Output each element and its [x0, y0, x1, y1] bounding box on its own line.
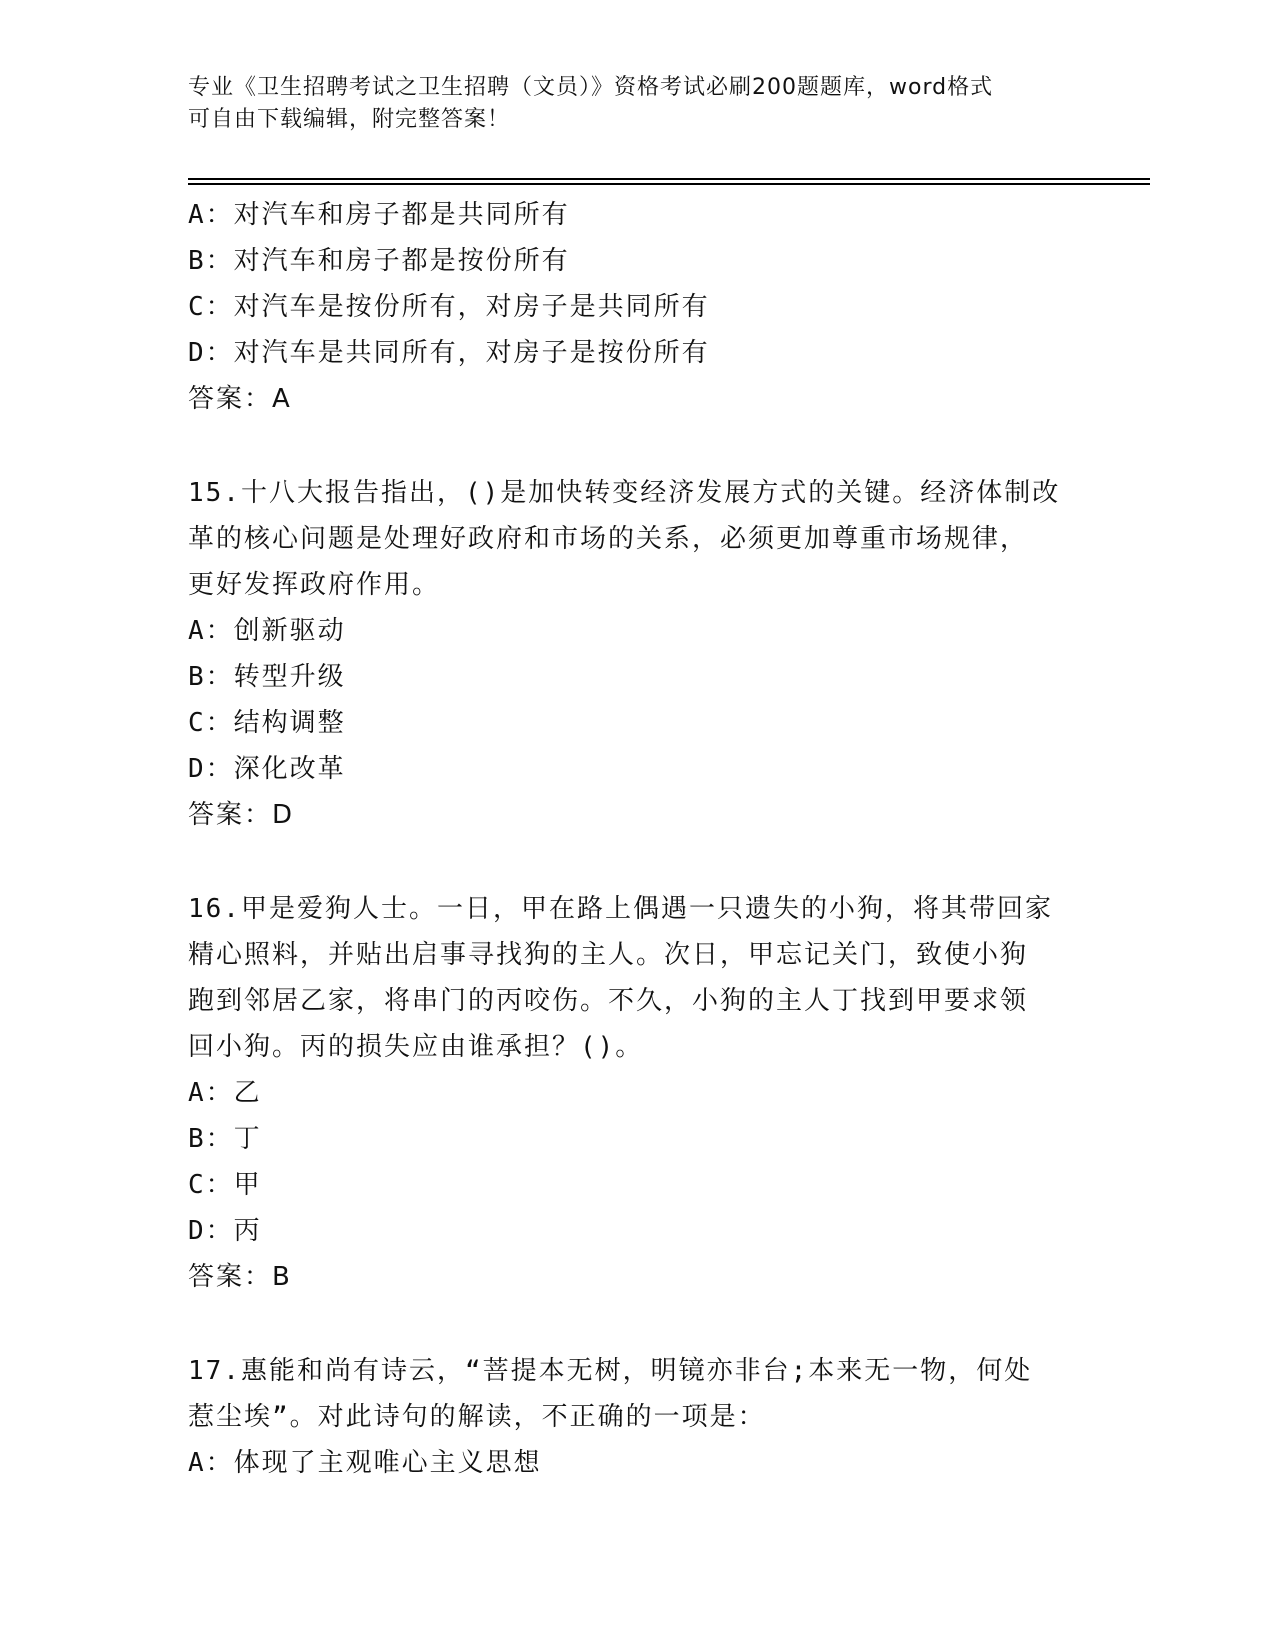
question-stem-line: 回小狗。丙的损失应由谁承担？()。: [188, 1032, 644, 1062]
answer-line: 答案：D: [188, 800, 295, 830]
question-stem-line: 惹尘埃”。对此诗句的解读，不正确的一项是：: [188, 1402, 766, 1432]
question-17: [188, 1348, 1088, 1486]
question-stem-line: 15.十八大报告指出，()是加快转变经济发展方式的关键。经济体制改: [188, 478, 1061, 508]
option-c: C：对汽车是按份所有，对房子是共同所有: [188, 292, 710, 322]
question-15: [188, 470, 1088, 838]
answer-line: 答案：B: [188, 1262, 292, 1292]
option-a: A：创新驱动: [188, 616, 346, 646]
answer-line: 答案：A: [188, 384, 292, 414]
question-stem-line: 17.惠能和尚有诗云，“菩提本无树，明镜亦非台;本来无一物，何处: [188, 1356, 1033, 1386]
option-a: A：乙: [188, 1078, 262, 1108]
header-rule-top: [188, 178, 1150, 180]
spacer: [188, 422, 1088, 470]
header-rule-bottom: [188, 183, 1150, 185]
question-stem-line: 更好发挥政府作用。: [188, 570, 441, 600]
header-line-2: 可自由下载编辑，附完整答案！: [188, 107, 511, 132]
spacer: [188, 1300, 1088, 1348]
option-a: A：体现了主观唯心主义思想: [188, 1448, 542, 1478]
question-stem-line: 革的核心问题是处理好政府和市场的关系，必须更加尊重市场规律，: [188, 524, 1029, 554]
header-line-1: 专业《卫生招聘考试之卫生招聘（文员）》资格考试必刷200题题库，word格式: [188, 75, 994, 100]
question-14: [188, 192, 1088, 422]
option-d: D：丙: [188, 1216, 262, 1246]
spacer: [188, 838, 1088, 886]
question-stem-line: 精心照料，并贴出启事寻找狗的主人。次日，甲忘记关门，致使小狗: [188, 940, 1029, 970]
option-d: D：对汽车是共同所有，对房子是按份所有: [188, 338, 710, 368]
question-list: [188, 192, 1088, 1486]
option-c: C：甲: [188, 1170, 262, 1200]
document-header: [188, 72, 1068, 136]
question-16: [188, 886, 1088, 1300]
option-d: D：深化改革: [188, 754, 346, 784]
question-stem-line: 跑到邻居乙家，将串门的丙咬伤。不久，小狗的主人丁找到甲要求领: [188, 986, 1029, 1016]
question-stem-line: 16.甲是爱狗人士。一日，甲在路上偶遇一只遗失的小狗，将其带回家: [188, 894, 1053, 924]
option-b: B：转型升级: [188, 662, 346, 692]
option-b: B：对汽车和房子都是按份所有: [188, 246, 570, 276]
option-b: B：丁: [188, 1124, 262, 1154]
option-c: C：结构调整: [188, 708, 346, 738]
option-a: A：对汽车和房子都是共同所有: [188, 200, 570, 230]
